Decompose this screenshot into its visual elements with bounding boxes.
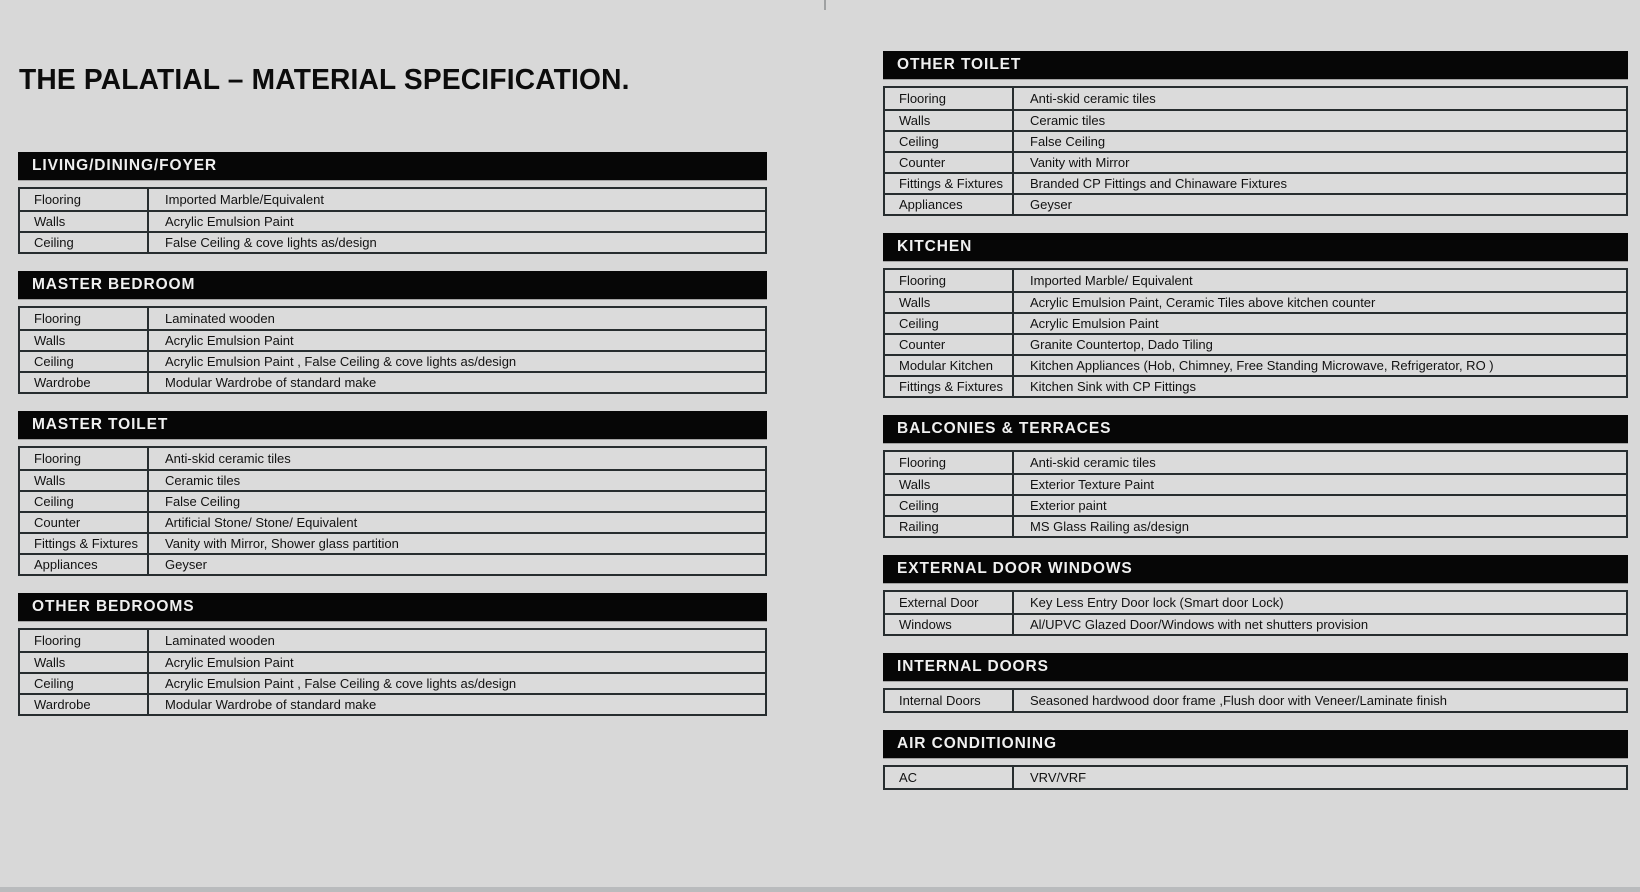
section-header: [18, 152, 767, 180]
spec-table: [883, 765, 1628, 790]
table-row: [885, 515, 1626, 536]
row-label: Walls: [885, 293, 1014, 312]
table-row: [885, 88, 1626, 109]
row-label: Ceiling: [20, 492, 149, 511]
section-header: [883, 730, 1628, 758]
section-title: AIR CONDITIONING: [897, 735, 1057, 752]
row-label: Fittings & Fixtures: [885, 174, 1014, 193]
table-row: [885, 375, 1626, 396]
row-value: Laminated wooden: [165, 311, 275, 326]
row-label: Appliances: [885, 195, 1014, 214]
row-value: Anti-skid ceramic tiles: [165, 451, 291, 466]
row-value: Anti-skid ceramic tiles: [1030, 455, 1156, 470]
table-row: [20, 511, 765, 532]
right-column: [883, 0, 1628, 807]
table-row: [885, 193, 1626, 214]
row-label: Railing: [885, 517, 1014, 536]
row-value: Acrylic Emulsion Paint: [165, 214, 294, 229]
table-row: [20, 231, 765, 252]
table-row: [20, 210, 765, 231]
row-label: Flooring: [885, 88, 1014, 109]
row-label: Flooring: [20, 308, 149, 329]
row-label: Ceiling: [20, 233, 149, 252]
table-row: [20, 693, 765, 714]
section-header: [883, 51, 1628, 79]
row-value: Anti-skid ceramic tiles: [1030, 91, 1156, 106]
row-value: Acrylic Emulsion Paint: [165, 655, 294, 670]
table-row: [885, 473, 1626, 494]
row-value: Ceramic tiles: [165, 473, 241, 488]
row-label: Walls: [20, 653, 149, 672]
section-title: MASTER TOILET: [32, 416, 169, 433]
row-label: Ceiling: [20, 674, 149, 693]
spec-table: [883, 590, 1628, 636]
row-value: Geyser: [165, 557, 207, 572]
table-row: [20, 553, 765, 574]
row-value: Kitchen Appliances (Hob, Chimney, Free Standing Microwave, Refrigerator, RO ): [1030, 358, 1494, 373]
spec-section: [883, 730, 1628, 790]
left-column: [18, 0, 767, 733]
row-label: Walls: [20, 212, 149, 231]
table-row: [885, 291, 1626, 312]
table-row: [885, 494, 1626, 515]
spec-section: [883, 555, 1628, 636]
spec-table: [18, 628, 767, 716]
row-label: Ceiling: [885, 132, 1014, 151]
row-value: False Ceiling: [165, 494, 241, 509]
section-title: OTHER TOILET: [897, 56, 1022, 73]
row-value: MS Glass Railing as/design: [1030, 519, 1189, 534]
section-title: INTERNAL DOORS: [897, 658, 1049, 675]
row-value: Vanity with Mirror, Shower glass partition: [165, 536, 399, 551]
spec-table: [18, 187, 767, 254]
spec-section: [18, 271, 767, 394]
row-label: Ceiling: [885, 314, 1014, 333]
spec-table: [883, 450, 1628, 538]
table-row: [20, 308, 765, 329]
section-title: OTHER BEDROOMS: [32, 598, 195, 615]
row-value: Granite Countertop, Dado Tiling: [1030, 337, 1213, 352]
row-label: Walls: [20, 331, 149, 350]
table-row: [885, 172, 1626, 193]
row-value: Acrylic Emulsion Paint: [1030, 316, 1159, 331]
row-label: Walls: [20, 471, 149, 490]
row-label: Wardrobe: [20, 373, 149, 392]
table-row: [885, 270, 1626, 291]
table-row: [20, 532, 765, 553]
spec-table: [883, 688, 1628, 713]
row-value: Modular Wardrobe of standard make: [165, 697, 377, 712]
spec-section: [883, 415, 1628, 538]
spec-table: [18, 306, 767, 394]
row-label: Counter: [885, 335, 1014, 354]
row-label: Flooring: [885, 270, 1014, 291]
spec-table: [883, 268, 1628, 398]
row-value: Geyser: [1030, 197, 1072, 212]
table-row: [20, 490, 765, 511]
row-label: Flooring: [20, 448, 149, 469]
table-row: [885, 354, 1626, 375]
section-title: KITCHEN: [897, 238, 973, 255]
table-row: [885, 109, 1626, 130]
row-label: Fittings & Fixtures: [885, 377, 1014, 396]
spec-section: [18, 411, 767, 576]
row-value: VRV/VRF: [1030, 770, 1087, 785]
spec-table: [883, 86, 1628, 216]
row-label: Counter: [885, 153, 1014, 172]
spec-section: [883, 233, 1628, 398]
table-row: [20, 371, 765, 392]
table-row: [885, 690, 1626, 711]
table-row: [885, 312, 1626, 333]
row-value: Artificial Stone/ Stone/ Equivalent: [165, 515, 358, 530]
section-title: BALCONIES & TERRACES: [897, 420, 1112, 437]
table-row: [885, 613, 1626, 634]
row-label: Flooring: [20, 189, 149, 210]
table-row: [20, 469, 765, 490]
table-row: [885, 767, 1626, 788]
page-title: THE PALATIAL – MATERIAL SPECIFICATION.: [19, 64, 630, 96]
section-header: [883, 555, 1628, 583]
row-label: Appliances: [20, 555, 149, 574]
row-value: Kitchen Sink with CP Fittings: [1030, 379, 1196, 394]
row-value: False Ceiling & cove lights as/design: [165, 235, 377, 250]
table-row: [885, 130, 1626, 151]
row-value: Laminated wooden: [165, 633, 275, 648]
row-label: Windows: [885, 615, 1014, 634]
row-value: Ceramic tiles: [1030, 113, 1106, 128]
bottom-edge-strip: [0, 887, 1640, 892]
top-tick-mark: [824, 0, 826, 10]
row-label: Modular Kitchen: [885, 356, 1014, 375]
row-label: Flooring: [20, 630, 149, 651]
spec-section: [18, 593, 767, 716]
spec-section: [18, 152, 767, 254]
section-header: [18, 271, 767, 299]
row-label: Ceiling: [20, 352, 149, 371]
section-header: [18, 411, 767, 439]
section-header: [18, 593, 767, 621]
table-row: [20, 189, 765, 210]
row-label: Walls: [885, 475, 1014, 494]
row-value: Acrylic Emulsion Paint, Ceramic Tiles above kitchen counter: [1030, 295, 1376, 310]
row-value: Imported Marble/Equivalent: [165, 192, 324, 207]
row-value: Modular Wardrobe of standard make: [165, 375, 377, 390]
table-row: [885, 452, 1626, 473]
spec-section: [883, 653, 1628, 713]
row-label: Walls: [885, 111, 1014, 130]
section-header: [883, 653, 1628, 681]
spec-table: [18, 446, 767, 576]
row-label: Flooring: [885, 452, 1014, 473]
row-label: External Door: [885, 592, 1014, 613]
table-row: [885, 151, 1626, 172]
row-value: Al/UPVC Glazed Door/Windows with net shutters provision: [1030, 617, 1369, 632]
section-header: [883, 233, 1628, 261]
section-header: [883, 415, 1628, 443]
table-row: [885, 333, 1626, 354]
table-row: [20, 651, 765, 672]
row-label: Wardrobe: [20, 695, 149, 714]
row-value: Imported Marble/ Equivalent: [1030, 273, 1193, 288]
table-row: [885, 592, 1626, 613]
table-row: [20, 448, 765, 469]
section-title: MASTER BEDROOM: [32, 276, 196, 293]
row-value: Seasoned hardwood door frame ,Flush door with Veneer/Laminate finish: [1030, 693, 1447, 708]
row-label: Ceiling: [885, 496, 1014, 515]
row-value: Acrylic Emulsion Paint , False Ceiling & cove lights as/design: [165, 676, 517, 691]
table-row: [20, 672, 765, 693]
table-row: [20, 329, 765, 350]
row-value: Key Less Entry Door lock (Smart door Lock): [1030, 595, 1284, 610]
row-value: Exterior paint: [1030, 498, 1107, 513]
row-value: Branded CP Fittings and Chinaware Fixtures: [1030, 176, 1287, 191]
row-value: Exterior Texture Paint: [1030, 477, 1155, 492]
row-value: Vanity with Mirror: [1030, 155, 1130, 170]
row-value: Acrylic Emulsion Paint: [165, 333, 294, 348]
row-label: Counter: [20, 513, 149, 532]
section-title: LIVING/DINING/FOYER: [32, 157, 218, 174]
table-row: [20, 350, 765, 371]
section-title: EXTERNAL DOOR WINDOWS: [897, 560, 1133, 577]
row-label: Fittings & Fixtures: [20, 534, 149, 553]
row-value: Acrylic Emulsion Paint , False Ceiling & cove lights as/design: [165, 354, 517, 369]
spec-section: [883, 51, 1628, 216]
row-value: False Ceiling: [1030, 134, 1106, 149]
row-label: Internal Doors: [885, 690, 1014, 711]
table-row: [20, 630, 765, 651]
row-label: AC: [885, 767, 1014, 788]
